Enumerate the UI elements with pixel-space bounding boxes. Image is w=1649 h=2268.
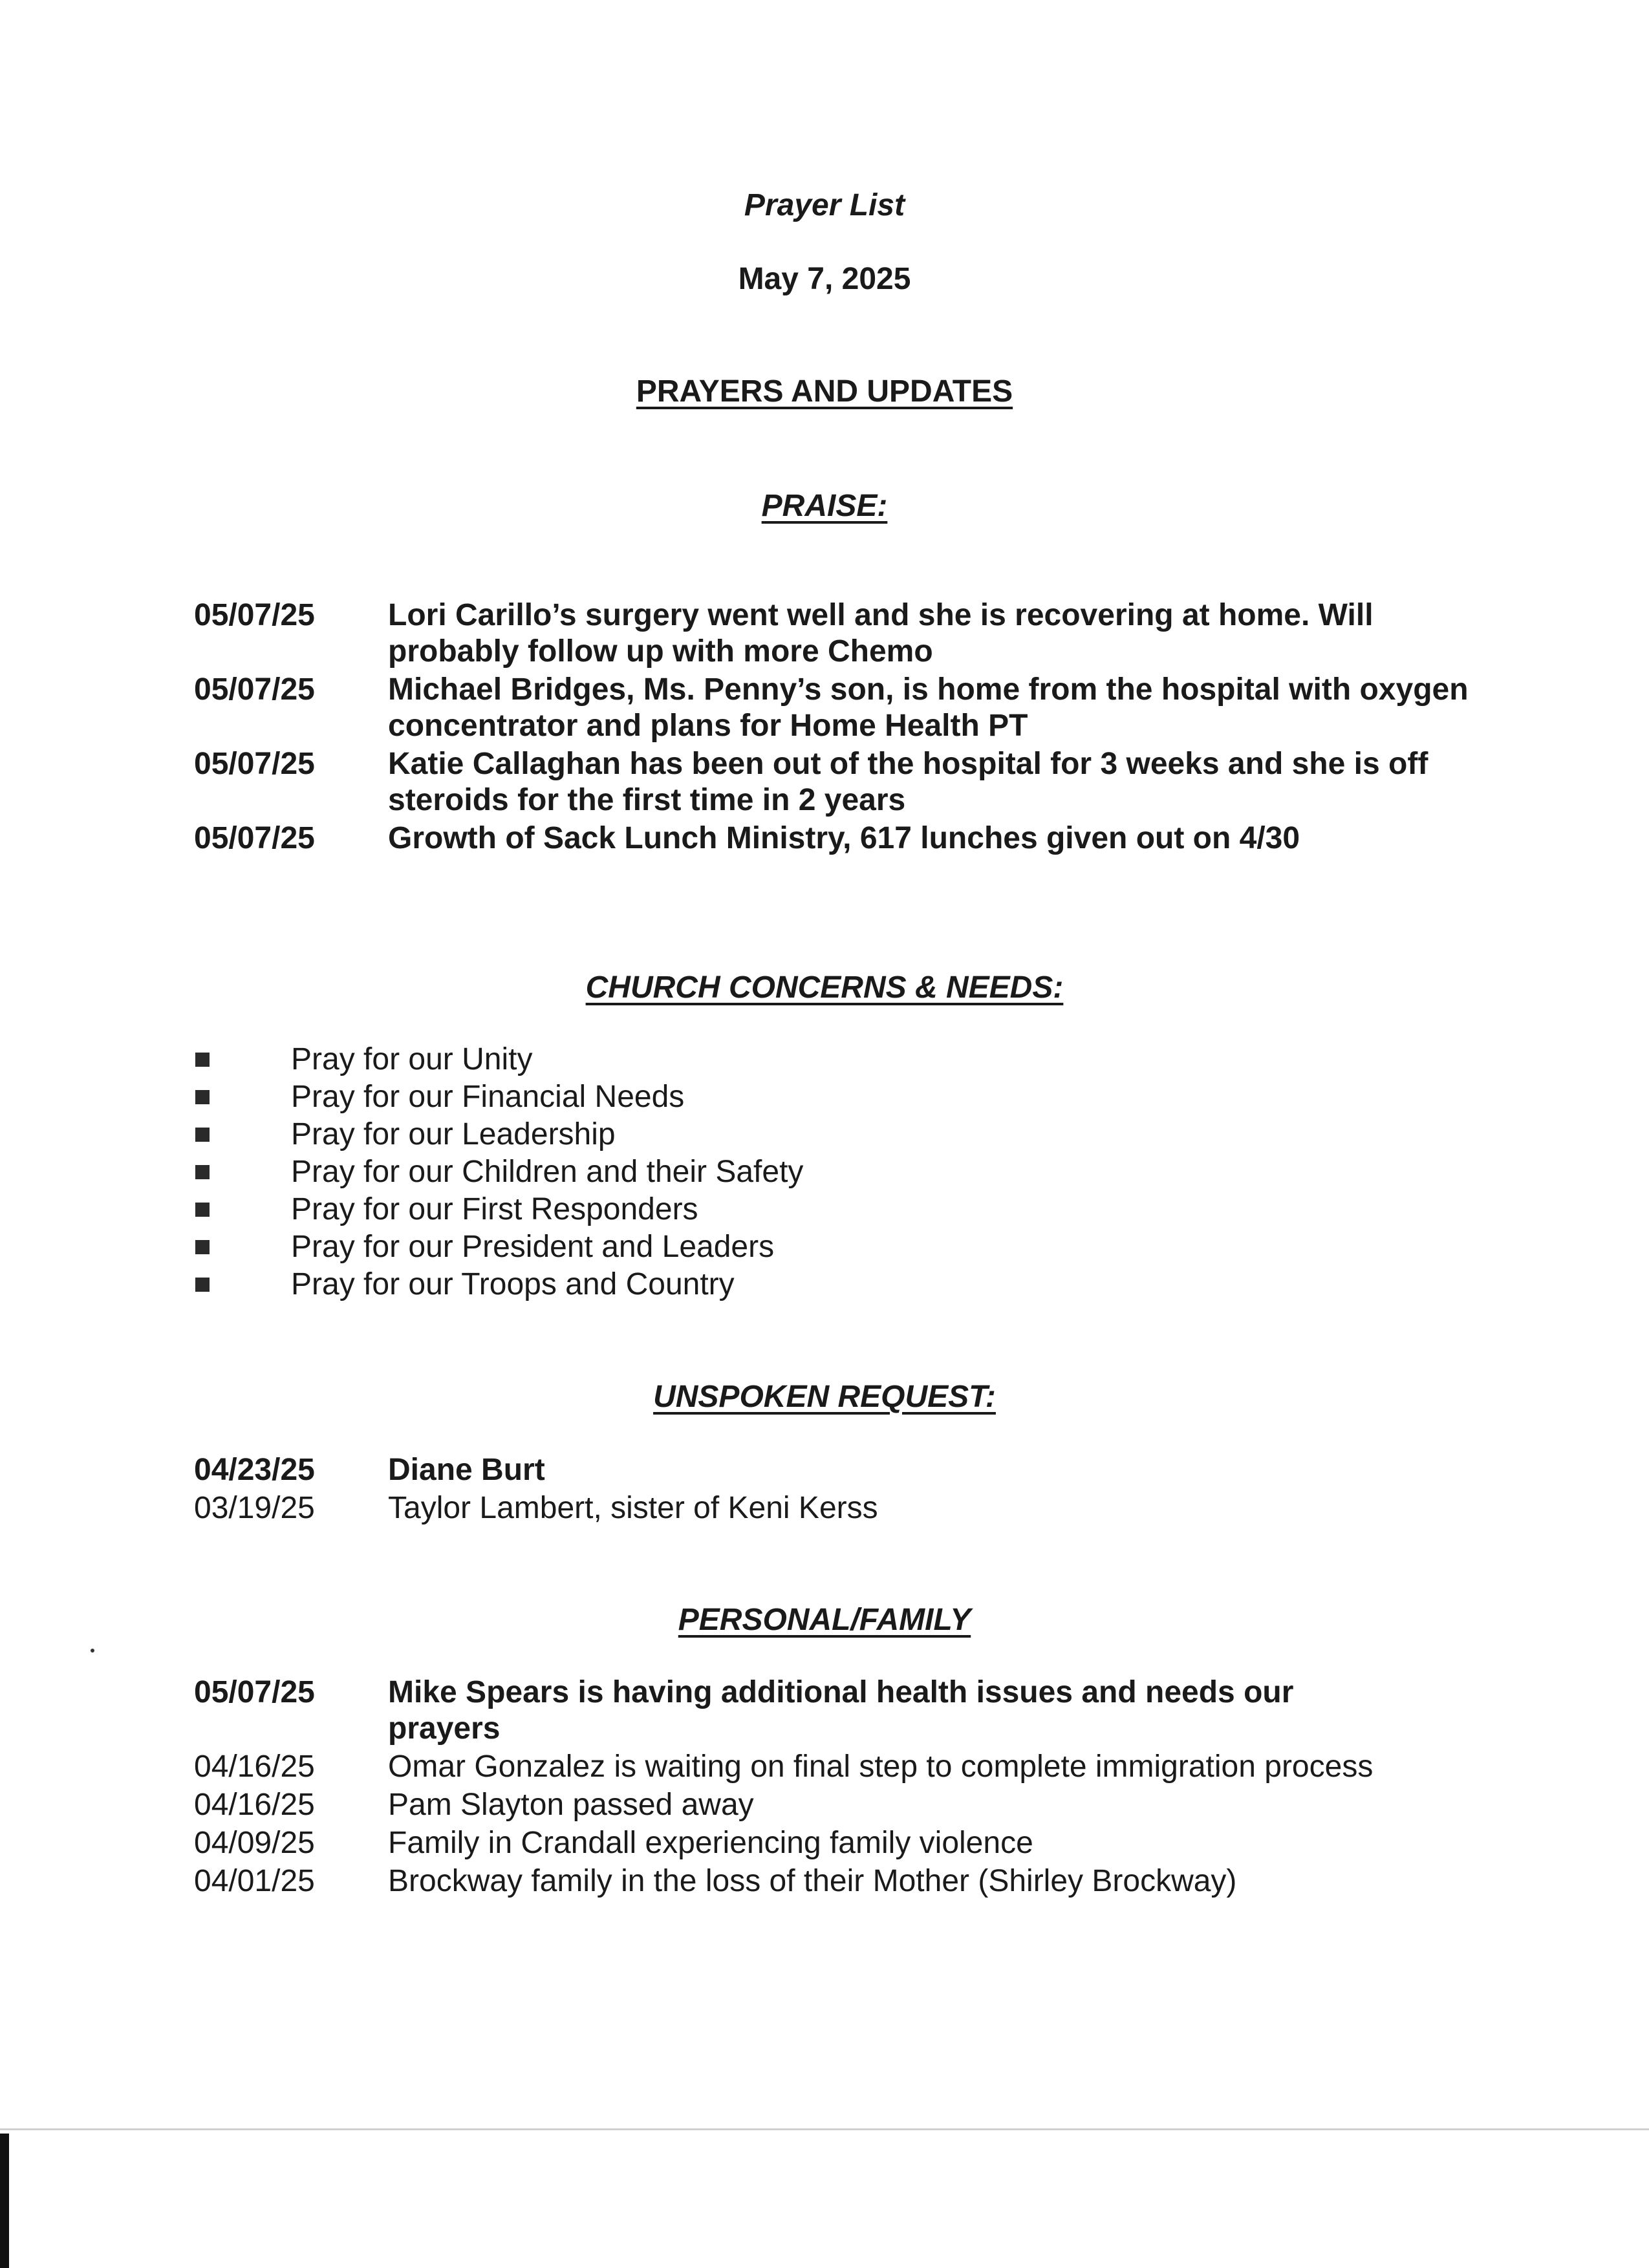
item-text: Lori Carillo’s surgery went well and she is recovering at home. Will probably follow up with more Chemo	[388, 598, 1374, 669]
document-title: Prayer List	[744, 188, 905, 222]
list-item	[194, 1674, 1487, 1747]
square-bullet-icon	[195, 1053, 210, 1067]
church-concerns-heading: CHURCH CONCERNS & NEEDS:	[585, 970, 1064, 1005]
square-bullet-icon	[195, 1090, 210, 1104]
unspoken-heading-wrap	[0, 1379, 1649, 1415]
unspoken-request-heading: UNSPOKEN REQUEST:	[653, 1380, 996, 1414]
item-date: 05/07/25	[194, 1675, 315, 1709]
item-date: 03/19/25	[194, 1491, 315, 1525]
item-text: Growth of Sack Lunch Ministry, 617 lunches given out on 4/30	[388, 821, 1300, 855]
item-text: Pray for our President and Leaders	[291, 1230, 775, 1264]
list-item	[194, 1749, 1487, 1785]
personal-family-heading: PERSONAL/FAMILY	[678, 1603, 971, 1637]
item-text: Pray for our Unity	[291, 1042, 533, 1076]
praise-heading-wrap	[0, 488, 1649, 524]
item-text: Omar Gonzalez is waiting on final step to complete immigration process	[388, 1749, 1374, 1784]
scan-edge-line	[0, 2128, 1649, 2130]
list-item	[194, 1228, 1358, 1266]
list-item	[194, 1153, 1358, 1191]
square-bullet-icon	[195, 1128, 210, 1142]
item-date: 05/07/25	[194, 598, 315, 632]
item-date: 04/23/25	[194, 1453, 315, 1487]
item-text: Brockway family in the loss of their Mother (Shirley Brockway)	[388, 1864, 1237, 1898]
list-item	[194, 1041, 1358, 1078]
item-date: 05/07/25	[194, 821, 315, 855]
item-text: Michael Bridges, Ms. Penny’s son, is home from the hospital with oxygen concentrator and plans for Home Health PT	[388, 672, 1469, 743]
document-date: May 7, 2025	[738, 262, 911, 296]
list-item	[194, 1452, 1487, 1488]
scan-edge-shadow	[0, 2134, 9, 2268]
scan-speck	[91, 1649, 94, 1653]
item-text: Pam Slayton passed away	[388, 1788, 754, 1822]
list-item	[194, 1116, 1358, 1153]
item-date: 05/07/25	[194, 672, 315, 707]
unspoken-list	[194, 1452, 1487, 1528]
square-bullet-icon	[195, 1203, 210, 1217]
list-item	[194, 1191, 1358, 1228]
square-bullet-icon	[195, 1165, 210, 1179]
list-item	[194, 1787, 1487, 1823]
item-text: Pray for our Financial Needs	[291, 1080, 685, 1114]
item-text: Pray for our First Responders	[291, 1192, 698, 1226]
item-text: Katie Callaghan has been out of the hospital for 3 weeks and she is off steroids for the first time in 2 years	[388, 747, 1428, 817]
item-text: Pray for our Leadership	[291, 1117, 616, 1151]
list-item	[194, 1825, 1487, 1861]
item-text: Diane Burt	[388, 1453, 545, 1487]
church-concerns-list	[194, 1041, 1358, 1303]
list-item	[194, 746, 1487, 818]
list-item	[194, 820, 1487, 857]
item-text: Pray for our Children and their Safety	[291, 1155, 804, 1189]
square-bullet-icon	[195, 1278, 210, 1292]
item-date: 04/01/25	[194, 1864, 315, 1898]
list-item	[194, 1863, 1487, 1899]
item-date: 04/09/25	[194, 1826, 315, 1860]
praise-list	[194, 597, 1487, 859]
item-date: 05/07/25	[194, 747, 315, 781]
personal-heading-wrap	[0, 1602, 1649, 1638]
main-heading: PRAYERS AND UPDATES	[636, 374, 1013, 409]
praise-heading: PRAISE:	[761, 489, 888, 523]
list-item	[194, 1490, 1487, 1526]
item-date: 04/16/25	[194, 1788, 315, 1822]
personal-family-list	[194, 1674, 1487, 1901]
list-item	[194, 1078, 1358, 1116]
list-item	[194, 1266, 1358, 1303]
item-text: Pray for our Troops and Country	[291, 1267, 735, 1301]
list-item	[194, 597, 1487, 670]
square-bullet-icon	[195, 1240, 210, 1254]
church-heading-wrap	[0, 970, 1649, 1005]
item-date: 04/16/25	[194, 1749, 315, 1784]
item-text: Mike Spears is having additional health issues and needs our prayers	[388, 1675, 1294, 1746]
list-item	[194, 672, 1487, 744]
item-text: Family in Crandall experiencing family violence	[388, 1826, 1033, 1860]
main-heading-wrap	[0, 374, 1649, 409]
item-text: Taylor Lambert, sister of Keni Kerss	[388, 1491, 878, 1525]
